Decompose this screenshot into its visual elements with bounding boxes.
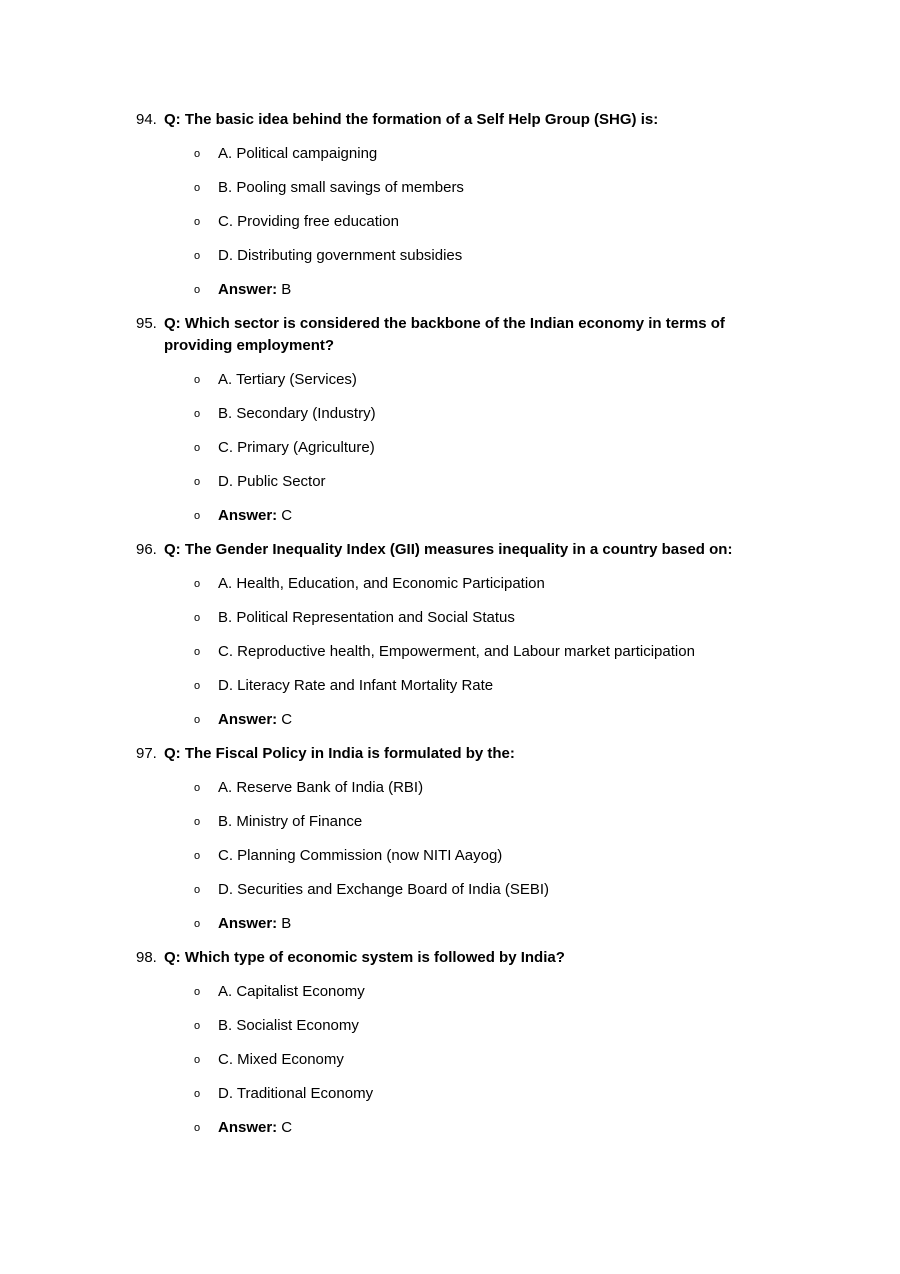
- option-text: D. Literacy Rate and Infant Mortality Rate: [218, 677, 494, 694]
- answer-value: C: [281, 711, 293, 728]
- circle-bullet-icon: o: [193, 986, 201, 998]
- circle-bullet-icon: o: [193, 884, 201, 896]
- question-number: 97.: [136, 745, 157, 762]
- option-item: [136, 143, 796, 165]
- circle-bullet-icon: o: [193, 612, 201, 624]
- question-heading: [136, 539, 796, 561]
- circle-bullet-icon: o: [193, 216, 201, 228]
- option-list: [136, 369, 796, 527]
- option-text: A. Political campaigning: [218, 145, 378, 162]
- option-item: [136, 811, 796, 833]
- option-item: [136, 177, 796, 199]
- option-text: D. Securities and Exchange Board of India (SEBI): [218, 881, 550, 898]
- option-list: [136, 143, 796, 301]
- circle-bullet-icon: o: [193, 284, 201, 296]
- option-list: [136, 573, 796, 731]
- option-text: D. Traditional Economy: [218, 1085, 374, 1102]
- option-text: B. Socialist Economy: [218, 1017, 359, 1034]
- option-item: [136, 981, 796, 1003]
- circle-bullet-icon: o: [193, 816, 201, 828]
- option-text: C. Planning Commission (now NITI Aayog): [218, 847, 503, 864]
- option-item: [136, 607, 796, 629]
- option-item: [136, 245, 796, 267]
- answer-item: [136, 505, 796, 527]
- option-item: [136, 1015, 796, 1037]
- question-heading: [136, 743, 796, 765]
- question-text: Q: Which sector is considered the backbone of the Indian economy in terms of providing employment?: [164, 315, 725, 354]
- answer-label: Answer:: [218, 915, 278, 932]
- option-item: [136, 211, 796, 233]
- circle-bullet-icon: o: [193, 374, 201, 386]
- question-list: [136, 109, 796, 1151]
- option-text: B. Political Representation and Social Status: [218, 609, 515, 626]
- question-text: Q: The Gender Inequality Index (GII) measures inequality in a country based on:: [164, 541, 733, 558]
- question-number: 96.: [136, 541, 157, 558]
- option-text: A. Reserve Bank of India (RBI): [218, 779, 424, 796]
- question-95: [136, 313, 796, 527]
- option-text: D. Public Sector: [218, 473, 326, 490]
- answer-value: B: [281, 915, 292, 932]
- option-text: B. Secondary (Industry): [218, 405, 376, 422]
- question-98: [136, 947, 796, 1139]
- question-number: 98.: [136, 949, 157, 966]
- circle-bullet-icon: o: [193, 510, 201, 522]
- option-item: [136, 573, 796, 595]
- question-text: Q: The Fiscal Policy in India is formulated by the:: [164, 745, 515, 762]
- option-item: [136, 641, 796, 663]
- answer-label: Answer:: [218, 507, 278, 524]
- option-text: B. Pooling small savings of members: [218, 179, 464, 196]
- circle-bullet-icon: o: [193, 1054, 201, 1066]
- option-list: [136, 777, 796, 935]
- option-text: A. Tertiary (Services): [218, 371, 357, 388]
- circle-bullet-icon: o: [193, 1122, 201, 1134]
- option-text: C. Mixed Economy: [218, 1051, 344, 1068]
- circle-bullet-icon: o: [193, 250, 201, 262]
- option-text: C. Reproductive health, Empowerment, and Labour market participation: [218, 643, 695, 660]
- answer-item: [136, 913, 796, 935]
- option-text: B. Ministry of Finance: [218, 813, 363, 830]
- circle-bullet-icon: o: [193, 408, 201, 420]
- circle-bullet-icon: o: [193, 182, 201, 194]
- circle-bullet-icon: o: [193, 918, 201, 930]
- circle-bullet-icon: o: [193, 680, 201, 692]
- option-item: [136, 675, 796, 697]
- circle-bullet-icon: o: [193, 714, 201, 726]
- option-item: [136, 403, 796, 425]
- option-list: [136, 981, 796, 1139]
- option-text: D. Distributing government subsidies: [218, 247, 463, 264]
- circle-bullet-icon: o: [193, 578, 201, 590]
- question-heading: [136, 109, 796, 131]
- option-text: C. Primary (Agriculture): [218, 439, 375, 456]
- option-item: [136, 879, 796, 901]
- question-heading: [136, 947, 796, 969]
- option-item: [136, 471, 796, 493]
- option-text: C. Providing free education: [218, 213, 399, 230]
- question-96: [136, 539, 796, 731]
- circle-bullet-icon: o: [193, 476, 201, 488]
- question-text: Q: The basic idea behind the formation of a Self Help Group (SHG) is:: [164, 111, 659, 128]
- circle-bullet-icon: o: [193, 1020, 201, 1032]
- option-item: [136, 777, 796, 799]
- answer-value: B: [281, 281, 292, 298]
- question-94: [136, 109, 796, 301]
- circle-bullet-icon: o: [193, 148, 201, 160]
- option-item: [136, 1049, 796, 1071]
- answer-value: C: [281, 1119, 293, 1136]
- option-item: [136, 1083, 796, 1105]
- option-text: A. Capitalist Economy: [218, 983, 365, 1000]
- circle-bullet-icon: o: [193, 850, 201, 862]
- option-item: [136, 369, 796, 391]
- question-heading: [136, 313, 796, 357]
- answer-label: Answer:: [218, 711, 278, 728]
- question-number: 95.: [136, 315, 157, 332]
- option-item: [136, 845, 796, 867]
- circle-bullet-icon: o: [193, 442, 201, 454]
- answer-item: [136, 279, 796, 301]
- option-item: [136, 437, 796, 459]
- question-97: [136, 743, 796, 935]
- circle-bullet-icon: o: [193, 1088, 201, 1100]
- answer-item: [136, 709, 796, 731]
- circle-bullet-icon: o: [193, 646, 201, 658]
- answer-label: Answer:: [218, 281, 278, 298]
- question-text: Q: Which type of economic system is followed by India?: [164, 949, 565, 966]
- option-text: A. Health, Education, and Economic Participation: [218, 575, 545, 592]
- circle-bullet-icon: o: [193, 782, 201, 794]
- question-number: 94.: [136, 111, 157, 128]
- answer-value: C: [281, 507, 293, 524]
- answer-item: [136, 1117, 796, 1139]
- answer-label: Answer:: [218, 1119, 278, 1136]
